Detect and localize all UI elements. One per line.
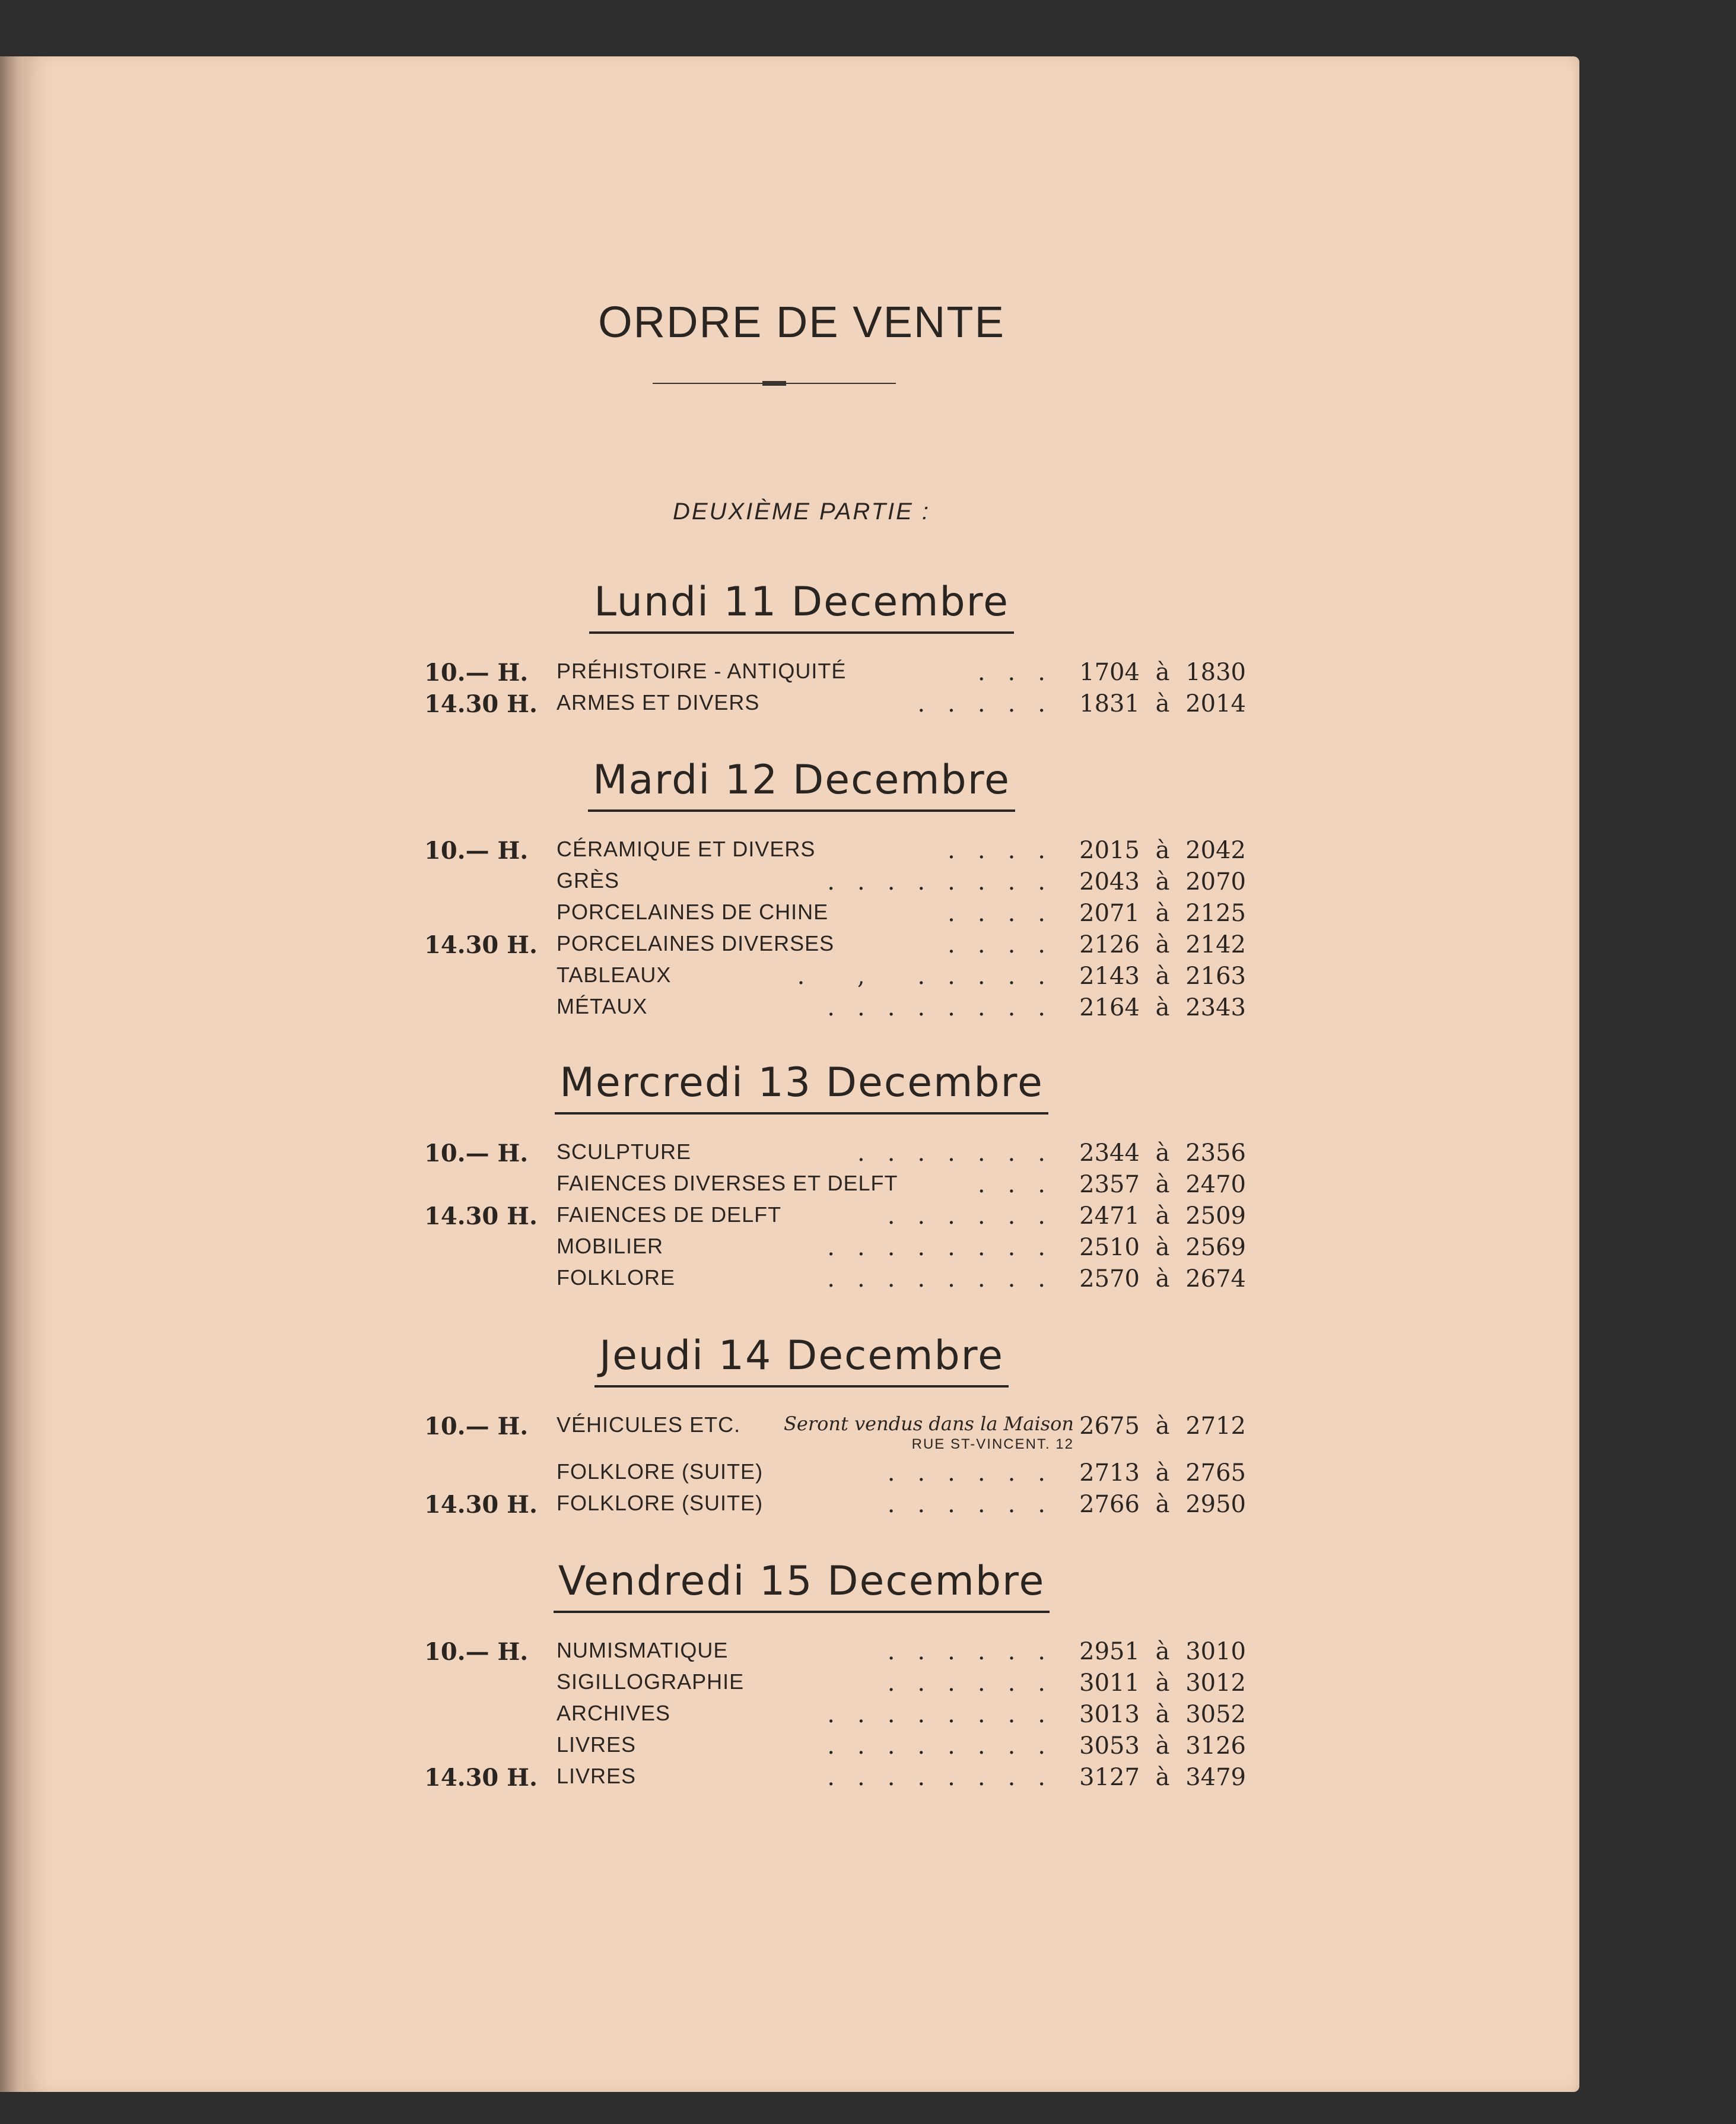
schedule-row bbox=[24, 1701, 1579, 1732]
category-label: FOLKLORE (SUITE) bbox=[557, 1491, 764, 1515]
schedule-row bbox=[24, 1638, 1579, 1669]
session-time: 10.— H. bbox=[424, 1638, 529, 1666]
leader-dots: ...... bbox=[887, 1491, 1068, 1518]
schedule-row bbox=[24, 690, 1579, 721]
category-label: GRÈS bbox=[557, 868, 620, 893]
lot-range: 3013 à 3052 bbox=[1079, 1701, 1246, 1728]
schedule-row bbox=[24, 1202, 1579, 1233]
schedule-row bbox=[24, 900, 1579, 931]
category-label: VÉHICULES ETC. bbox=[557, 1412, 741, 1437]
category-label: SCULPTURE bbox=[557, 1139, 692, 1164]
lot-range: 2951 à 3010 bbox=[1079, 1638, 1246, 1665]
page-subtitle: DEUXIÈME PARTIE : bbox=[672, 499, 931, 525]
schedule-row bbox=[24, 963, 1579, 993]
session-time: 14.30 H. bbox=[424, 931, 538, 959]
lot-range: 2357 à 2470 bbox=[1079, 1171, 1246, 1198]
leader-dots: ........ bbox=[827, 1234, 1068, 1261]
schedule-row bbox=[24, 1234, 1579, 1265]
day-heading bbox=[24, 1332, 1579, 1388]
day-title: Jeudi 14 Decembre bbox=[594, 1332, 1009, 1388]
schedule-row bbox=[24, 1732, 1579, 1763]
leader-dots: .... bbox=[948, 900, 1068, 927]
leader-dots: ...... bbox=[887, 1459, 1068, 1487]
lot-range: 2344 à 2356 bbox=[1079, 1139, 1246, 1167]
lot-range: 2510 à 2569 bbox=[1079, 1234, 1246, 1261]
lot-range: 2766 à 2950 bbox=[1079, 1491, 1246, 1518]
day-heading bbox=[24, 579, 1579, 634]
day-title: Lundi 11 Decembre bbox=[589, 579, 1014, 634]
category-label: NUMISMATIQUE bbox=[557, 1638, 729, 1662]
lot-range: 2471 à 2509 bbox=[1079, 1202, 1246, 1230]
leader-dots: ...... bbox=[887, 1669, 1068, 1697]
lot-range: 3011 à 3012 bbox=[1079, 1669, 1246, 1697]
lot-range: 2164 à 2343 bbox=[1079, 994, 1246, 1021]
schedule-row bbox=[24, 1171, 1579, 1202]
lot-range: 2675 à 2712 bbox=[1079, 1412, 1246, 1440]
day-title: Mardi 12 Decembre bbox=[588, 757, 1015, 812]
leader-dots: ........ bbox=[827, 1701, 1068, 1728]
location-note: Seront vendus dans la Maison bbox=[784, 1412, 1074, 1435]
category-label: MOBILIER bbox=[557, 1234, 664, 1258]
lot-range: 2071 à 2125 bbox=[1079, 900, 1246, 927]
schedule-row bbox=[24, 1265, 1579, 1296]
category-label: FOLKLORE bbox=[557, 1265, 676, 1290]
schedule-row bbox=[24, 868, 1579, 899]
category-label: LIVRES bbox=[557, 1764, 637, 1788]
lot-range: 2713 à 2765 bbox=[1079, 1459, 1246, 1487]
lot-range: 2015 à 2042 bbox=[1079, 837, 1246, 864]
schedule-row bbox=[24, 931, 1579, 962]
session-time: 10.— H. bbox=[424, 1412, 529, 1440]
category-label: SIGILLOGRAPHIE bbox=[557, 1669, 745, 1694]
leader-dots: ...... bbox=[887, 1638, 1068, 1665]
category-label: ARCHIVES bbox=[557, 1701, 671, 1725]
lot-range: 3053 à 3126 bbox=[1079, 1732, 1246, 1760]
category-label: TABLEAUX bbox=[557, 963, 672, 987]
category-label: MÉTAUX bbox=[557, 994, 648, 1018]
lot-range: 1831 à 2014 bbox=[1079, 690, 1246, 717]
session-time: 10.— H. bbox=[424, 659, 529, 687]
session-time: 14.30 H. bbox=[424, 1764, 538, 1792]
lot-range: 2570 à 2674 bbox=[1079, 1265, 1246, 1293]
schedule-row bbox=[24, 659, 1579, 690]
lot-range: 1704 à 1830 bbox=[1079, 659, 1246, 686]
leader-dots: ... bbox=[977, 659, 1068, 686]
title-rule bbox=[653, 383, 896, 384]
day-title: Mercredi 13 Decembre bbox=[555, 1059, 1048, 1115]
session-time: 10.— H. bbox=[424, 837, 529, 865]
category-label: FAIENCES DE DELFT bbox=[557, 1202, 782, 1227]
schedule-row bbox=[24, 1412, 1579, 1452]
day-heading bbox=[24, 1059, 1579, 1115]
leader-dots: .... bbox=[948, 931, 1068, 958]
day-heading bbox=[24, 757, 1579, 812]
lot-range: 2043 à 2070 bbox=[1079, 868, 1246, 896]
session-time: 14.30 H. bbox=[424, 690, 538, 718]
schedule-row bbox=[24, 1491, 1579, 1522]
catalogue-page bbox=[24, 56, 1579, 2092]
leader-dots: .... bbox=[948, 837, 1068, 864]
session-time: 10.— H. bbox=[424, 1139, 529, 1167]
schedule-row bbox=[24, 994, 1579, 1025]
day-title: Vendredi 15 Decembre bbox=[554, 1558, 1050, 1613]
page-title: ORDRE DE VENTE bbox=[598, 297, 1005, 347]
session-time: 14.30 H. bbox=[424, 1491, 538, 1519]
category-label: ARMES ET DIVERS bbox=[557, 690, 760, 715]
category-label: PRÉHISTOIRE - ANTIQUITÉ bbox=[557, 659, 847, 683]
schedule-row bbox=[24, 1669, 1579, 1700]
leader-dots: ........ bbox=[827, 1265, 1068, 1293]
lot-range: 2143 à 2163 bbox=[1079, 963, 1246, 990]
schedule-row bbox=[24, 1139, 1579, 1170]
leader-dots: ........ bbox=[827, 994, 1068, 1021]
category-label: FOLKLORE (SUITE) bbox=[557, 1459, 764, 1484]
category-label: PORCELAINES DE CHINE bbox=[557, 900, 829, 924]
schedule-row bbox=[24, 1459, 1579, 1490]
category-label: PORCELAINES DIVERSES bbox=[557, 931, 835, 955]
leader-dots: ... bbox=[977, 1171, 1068, 1198]
lot-range: 2126 à 2142 bbox=[1079, 931, 1246, 958]
leader-dots: . , ..... bbox=[797, 963, 1068, 990]
location-address: RUE ST-VINCENT. 12 bbox=[911, 1436, 1074, 1452]
day-heading bbox=[24, 1558, 1579, 1613]
leader-dots: ...... bbox=[887, 1202, 1068, 1230]
leader-dots: ....... bbox=[857, 1139, 1068, 1167]
leader-dots: ..... bbox=[917, 690, 1068, 717]
lot-range: 3127 à 3479 bbox=[1079, 1764, 1246, 1791]
schedule-row bbox=[24, 1764, 1579, 1795]
leader-dots: ........ bbox=[827, 868, 1068, 896]
category-label: LIVRES bbox=[557, 1732, 637, 1757]
category-label: CÉRAMIQUE ET DIVERS bbox=[557, 837, 816, 861]
schedule-row bbox=[24, 837, 1579, 868]
leader-dots: ........ bbox=[827, 1732, 1068, 1760]
session-time: 14.30 H. bbox=[424, 1202, 538, 1230]
category-label: FAIENCES DIVERSES ET DELFT bbox=[557, 1171, 898, 1195]
leader-dots: ........ bbox=[827, 1764, 1068, 1791]
